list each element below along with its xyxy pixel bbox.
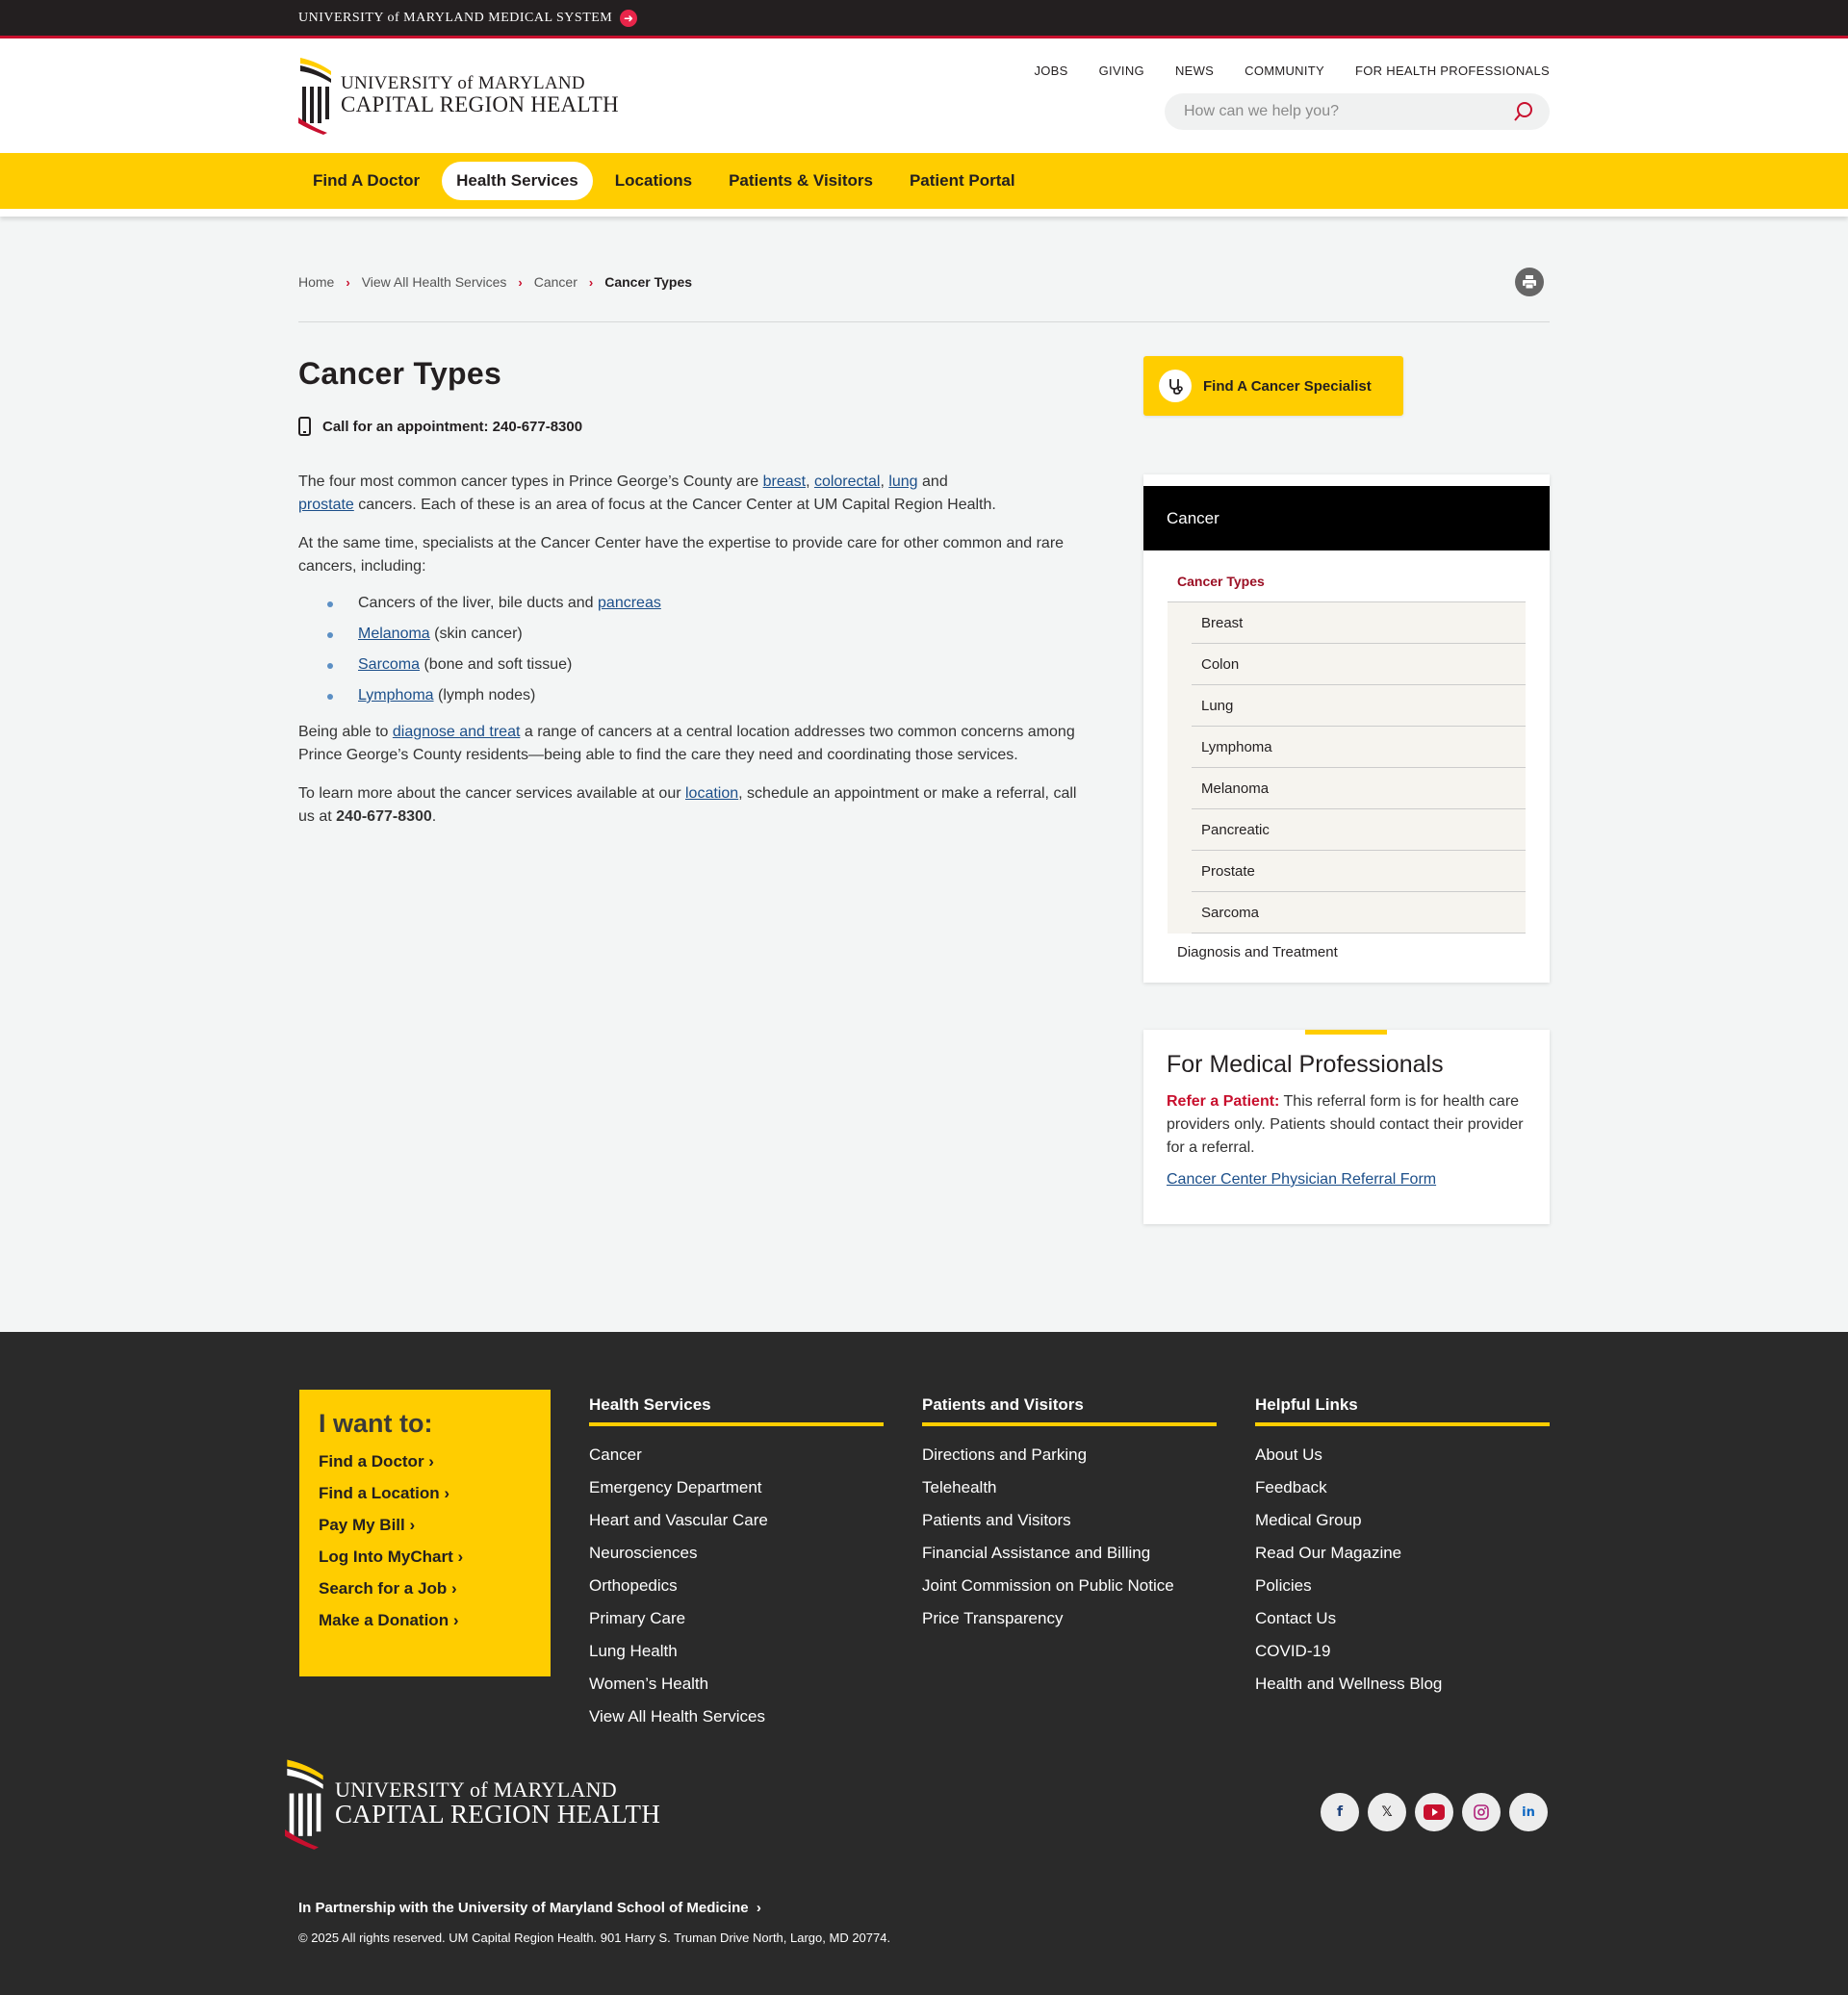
main-nav: [0, 153, 1848, 217]
divider: [298, 321, 1550, 322]
utility-health-professionals[interactable]: FOR HEALTH PROFESSIONALS: [1355, 64, 1550, 78]
text: (lymph nodes): [433, 687, 536, 703]
print-button[interactable]: [1515, 268, 1544, 296]
section-nav-lung[interactable]: Lung: [1192, 685, 1526, 727]
footer-link[interactable]: About Us: [1255, 1445, 1322, 1464]
nav-locations[interactable]: Locations: [614, 171, 693, 190]
text: To learn more about the cancer services available at our: [298, 785, 685, 802]
refer-label: Refer a Patient:: [1167, 1093, 1280, 1110]
mobile-phone-icon: [298, 417, 311, 436]
text: ,: [880, 473, 889, 490]
referral-form-link[interactable]: Cancer Center Physician Referral Form: [1167, 1171, 1437, 1188]
printer-icon: [1522, 274, 1537, 290]
footer-link[interactable]: Heart and Vascular Care: [589, 1511, 768, 1529]
umms-label: UNIVERSITY of MARYLAND MEDICAL SYSTEM: [298, 10, 613, 25]
chevron-right-icon: ›: [346, 274, 350, 290]
footer-patients-visitors: [922, 1390, 1217, 1628]
footer-link[interactable]: Emergency Department: [589, 1478, 762, 1496]
link-melanoma[interactable]: Melanoma: [358, 626, 430, 642]
link-lymphoma[interactable]: Lymphoma: [358, 687, 434, 703]
main-content: [298, 356, 1083, 844]
section-nav-lymphoma[interactable]: Lymphoma: [1192, 727, 1526, 768]
paragraph-specialists: At the same time, specialists at the Cancer Center have the expertise to provide care for other common and rare cancers, including:: [298, 535, 1065, 575]
text: Being able to: [298, 724, 393, 740]
footer-link[interactable]: Orthopedics: [589, 1576, 678, 1595]
site-header: [0, 38, 1848, 153]
logo-line1: UNIVERSITY of MARYLAND: [335, 1778, 617, 1803]
chevron-right-icon: ›: [518, 274, 523, 290]
footer-link[interactable]: Patients and Visitors: [922, 1511, 1071, 1529]
logo-line1: UNIVERSITY of MARYLAND: [341, 72, 585, 93]
footer-helpful-links: [1255, 1390, 1550, 1694]
paragraph-learn-more: [298, 782, 1083, 829]
find-cancer-specialist-button[interactable]: [1143, 356, 1403, 416]
logo-line2: CAPITAL REGION HEALTH: [335, 1800, 661, 1829]
footer-logo[interactable]: [285, 1757, 660, 1850]
section-nav-pancreatic[interactable]: Pancreatic: [1192, 809, 1526, 851]
want-pay-bill[interactable]: [319, 1516, 531, 1535]
footer-link[interactable]: Read Our Magazine: [1255, 1544, 1402, 1562]
link-label: Find a Location: [319, 1484, 440, 1502]
link-diagnose-and-treat[interactable]: diagnose and treat: [392, 724, 521, 740]
utility-news[interactable]: NEWS: [1174, 64, 1215, 78]
link-sarcoma[interactable]: Sarcoma: [358, 656, 421, 673]
site-logo[interactable]: [298, 56, 619, 135]
link-breast[interactable]: breast: [762, 473, 807, 490]
instagram-icon[interactable]: [1462, 1793, 1501, 1831]
paragraph-diagnose: [298, 721, 1083, 767]
text: and: [917, 473, 948, 490]
breadcrumb-cancer[interactable]: Cancer: [533, 274, 578, 290]
footer-link[interactable]: COVID-19: [1255, 1642, 1331, 1660]
facebook-icon[interactable]: f: [1321, 1793, 1359, 1831]
link-pancreas[interactable]: pancreas: [598, 595, 661, 611]
chevron-right-icon: ›: [450, 1579, 457, 1598]
footer-link[interactable]: Directions and Parking: [922, 1445, 1088, 1464]
chevron-right-icon: ›: [452, 1611, 459, 1629]
stethoscope-icon: [1159, 370, 1192, 402]
utility-nav: [1034, 64, 1550, 78]
chevron-right-icon: ›: [588, 274, 594, 290]
text: a range of cancers at a central location addresses two common concerns among Prince George’s County residents—being able to find the care they need and coordinating those services.: [298, 724, 1075, 763]
section-nav-colon[interactable]: Colon: [1192, 644, 1526, 685]
appointment-call: [298, 417, 1083, 436]
utility-community[interactable]: COMMUNITY: [1245, 64, 1324, 78]
footer-link[interactable]: Joint Commission on Public Notice: [922, 1576, 1174, 1595]
breadcrumb-health-services[interactable]: View All Health Services: [361, 274, 507, 290]
want-search-job[interactable]: [319, 1579, 531, 1599]
card-title: For Medical Professionals: [1167, 1051, 1444, 1078]
section-nav-list: [1168, 602, 1526, 934]
footer-link[interactable]: View All Health Services: [589, 1707, 765, 1726]
want-donation[interactable]: [319, 1611, 531, 1630]
footer-link[interactable]: Financial Assistance and Billing: [922, 1544, 1151, 1562]
chevron-right-icon: ›: [428, 1452, 434, 1471]
text: (bone and soft tissue): [420, 656, 573, 673]
umms-link[interactable]: [298, 10, 637, 27]
medical-professionals-card: [1143, 1030, 1550, 1224]
breadcrumb: [298, 274, 692, 290]
utility-giving[interactable]: GIVING: [1098, 64, 1144, 78]
footer-link[interactable]: Contact Us: [1255, 1609, 1337, 1627]
footer-link[interactable]: Health and Wellness Blog: [1255, 1675, 1443, 1693]
text: The four most common cancer types in Prince George’s County are: [298, 473, 763, 490]
paragraph-intro: [298, 471, 1083, 517]
chevron-right-icon: ›: [444, 1484, 450, 1502]
want-find-location[interactable]: [319, 1484, 531, 1503]
want-mychart[interactable]: [319, 1547, 531, 1567]
footer-link[interactable]: Primary Care: [589, 1609, 686, 1627]
text: .: [431, 808, 437, 825]
search-box: [1165, 93, 1550, 130]
x-icon[interactable]: 𝕏: [1368, 1793, 1406, 1831]
site-footer: [0, 1332, 1848, 1995]
nav-find-a-doctor[interactable]: Find A Doctor: [313, 171, 421, 190]
i-want-to-box: [299, 1390, 551, 1676]
utility-jobs[interactable]: JOBS: [1034, 64, 1068, 78]
system-bar: [0, 0, 1848, 38]
footer-link[interactable]: Policies: [1255, 1576, 1312, 1595]
linkedin-icon[interactable]: in: [1509, 1793, 1548, 1831]
list-item: [327, 623, 1083, 646]
chevron-right-icon: ›: [457, 1547, 464, 1566]
link-label: Pay My Bill: [319, 1516, 405, 1534]
search-input[interactable]: [1184, 103, 1513, 120]
list-item: [327, 653, 1083, 677]
logo-line2: CAPITAL REGION HEALTH: [341, 91, 619, 116]
cancer-list: [327, 592, 1083, 707]
want-find-doctor[interactable]: [319, 1452, 531, 1471]
section-nav-prostate[interactable]: Prostate: [1192, 851, 1526, 892]
footer-col-title: Health Services: [589, 1395, 884, 1426]
page-title: Cancer Types: [298, 356, 502, 391]
footer-link[interactable]: Medical Group: [1255, 1511, 1362, 1529]
phone-number: 240-677-8300: [336, 808, 432, 825]
article-body: [298, 471, 1083, 829]
chevron-right-icon: ›: [756, 1900, 761, 1916]
breadcrumb-current: Cancer Types: [604, 274, 693, 290]
footer-link[interactable]: Feedback: [1255, 1478, 1327, 1496]
section-nav-cancer-types[interactable]: Cancer Types: [1168, 564, 1526, 602]
footer-link[interactable]: Lung Health: [589, 1642, 678, 1660]
section-nav: [1143, 474, 1550, 983]
footer-link[interactable]: Price Transparency: [922, 1609, 1064, 1627]
nav-patients-visitors[interactable]: Patients & Visitors: [729, 171, 873, 190]
section-nav-breast[interactable]: Breast: [1192, 602, 1526, 644]
link-label: Search for a Job: [319, 1579, 448, 1598]
youtube-icon[interactable]: [1415, 1793, 1453, 1831]
partnership-link[interactable]: [298, 1900, 761, 1916]
footer-link[interactable]: Telehealth: [922, 1478, 997, 1496]
footer-col-title: Patients and Visitors: [922, 1395, 1217, 1426]
section-nav-melanoma[interactable]: Melanoma: [1192, 768, 1526, 809]
footer-health-services: [589, 1390, 884, 1726]
text: , schedule an appointment or make a referral, call us at: [298, 785, 1077, 825]
social-links: [1321, 1793, 1548, 1831]
footer-link[interactable]: Cancer: [589, 1445, 642, 1464]
text: Cancers of the liver, bile ducts and: [358, 595, 599, 611]
copyright: © 2025 All rights reserved. UM Capital Region Health. 901 Harry S. Truman Drive North, Largo, MD 20774.: [298, 1931, 891, 1945]
dome-logo-icon: [298, 56, 333, 135]
link-lung[interactable]: lung: [888, 473, 918, 490]
partnership-label: In Partnership with the University of Maryland School of Medicine: [298, 1900, 749, 1916]
footer-link[interactable]: Women’s Health: [589, 1675, 709, 1693]
footer-col-title: Helpful Links: [1255, 1395, 1550, 1426]
list-item: [327, 592, 1083, 615]
text: cancers. Each of these is an area of focus at the Cancer Center at UM Capital Region Health.: [353, 497, 996, 513]
nav-health-services[interactable]: Health Services: [442, 162, 593, 200]
refer-text: This referral form is for health care providers only. Patients should contact their provider for a referral.: [1167, 1093, 1524, 1156]
section-nav-sarcoma[interactable]: Sarcoma: [1192, 892, 1526, 934]
link-label: Make a Donation: [319, 1611, 449, 1629]
appointment-phone: Call for an appointment: 240-677-8300: [322, 418, 583, 435]
link-colorectal[interactable]: colorectal: [813, 473, 881, 490]
link-prostate[interactable]: prostate: [298, 497, 354, 513]
footer-link[interactable]: Neurosciences: [589, 1544, 698, 1562]
text: (skin cancer): [429, 626, 523, 642]
link-label: Find a Doctor: [319, 1452, 424, 1471]
text: ,: [806, 473, 814, 490]
card-text: [1167, 1090, 1527, 1160]
arrow-right-icon: ➜: [620, 10, 637, 27]
search-icon[interactable]: [1513, 101, 1534, 122]
breadcrumb-home[interactable]: Home: [298, 274, 335, 290]
link-label: Log Into MyChart: [319, 1547, 453, 1566]
chevron-right-icon: ›: [409, 1516, 416, 1534]
link-location[interactable]: location: [685, 785, 739, 802]
i-want-to-title: I want to:: [319, 1409, 433, 1438]
dome-logo-icon: [285, 1757, 325, 1850]
nav-patient-portal[interactable]: Patient Portal: [909, 171, 1015, 190]
section-nav-cancer[interactable]: Cancer: [1143, 486, 1550, 550]
cta-label: Find A Cancer Specialist: [1203, 377, 1372, 395]
list-item: [327, 684, 1083, 707]
section-nav-diagnosis[interactable]: Diagnosis and Treatment: [1177, 944, 1338, 960]
accent-bar: [1305, 1030, 1387, 1035]
